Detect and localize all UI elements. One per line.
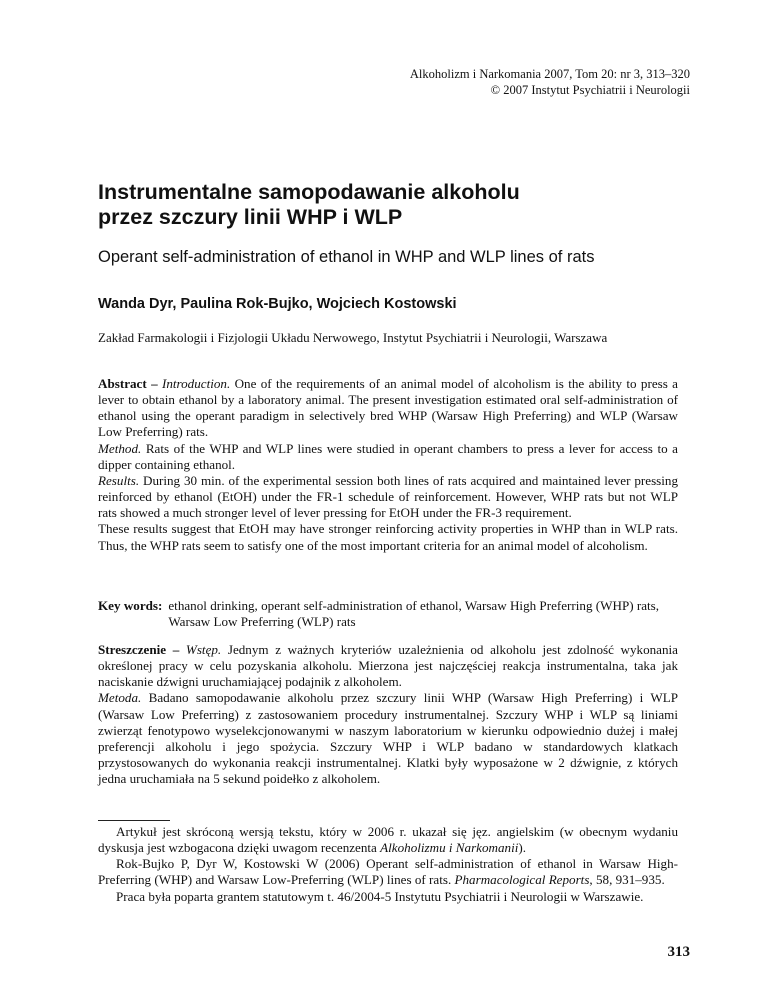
journal-copyright: © 2007 Instytut Psychiatrii i Neurologii <box>490 83 690 97</box>
streszczenie-wstep-label: Wstęp. <box>185 642 222 657</box>
streszczenie-metoda-paragraph <box>98 690 678 787</box>
abstract-results-paragraph <box>98 473 678 521</box>
footnotes <box>98 824 678 905</box>
journal-header <box>410 66 690 98</box>
page-number: 313 <box>667 944 690 960</box>
keywords-label: Key words: <box>98 598 163 613</box>
abstract <box>98 376 678 554</box>
footnote-divider <box>98 820 170 821</box>
footnote-3: Praca była poparta grantem statutowym t. 46/2004-5 Instytutu Psychiatrii i Neurologii w Warszawie. <box>116 888 644 904</box>
footnote-1-text: Artykuł jest skróconą wersją tekstu, który w 2006 r. ukazał się jęz. angielskim (w obecnym wydaniu dyskusja jest wzbogacona dzięki uwagom recenzenta <box>98 824 678 856</box>
abstract-intro-label: Introduction. <box>161 376 231 391</box>
title-line-1: Instrumentalne samopodawanie alkoholu <box>98 180 520 204</box>
article-title <box>98 180 698 230</box>
footnote-2-journal: Pharmacological Reports <box>454 872 590 888</box>
journal-citation: Alkoholizm i Narkomania 2007, Tom 20: nr 3, 313–320 <box>409 67 690 81</box>
abstract-intro-paragraph <box>98 376 678 441</box>
abstract-label: Abstract – <box>98 376 158 391</box>
abstract-conclusion-paragraph: These results suggest that EtOH may have stronger reinforcing activity properties in WHP than in WLP rats. Thus, the WHP rats seem to satisfy one of the most important criteria for an animal model of alcoholism. <box>98 521 678 553</box>
footnote-1 <box>98 824 678 856</box>
abstract-results-label: Results. <box>98 472 140 488</box>
abstract-results-text: During 30 min. of the experimental session both lines of rats acquired and maintained lever pressing reinforced by ethanol (EtOH) under the FR-1 schedule of reinforcement. However, WHP rats but not WLP rats showed a much stronger level of lever pressing for EtOH under the FR-3 requirement. <box>98 472 678 521</box>
streszczenie-wstep-text: Jednym z ważnych kryteriów uzależnienia od alkoholu jest zdolność wykonania określonej pracy w celu pozyskania alkoholu. Mierzona jest najczęściej reakcja instrumentalna, taka jak naciskanie dźwigni uruchamiającej podajnik z alkoholem. <box>98 642 678 690</box>
abstract-intro-text: One of the requirements of an animal model of alcoholism is the ability to press a lever to obtain ethanol by a laboratory animal. The present investigation estimated oral self-administration of ethanol using the operant paradigm in selectively bred WHP (Warsaw High Preferring) and WLP (Warsaw Low Preferring) rats. <box>98 376 678 440</box>
streszczenie-wstep-paragraph <box>98 642 678 690</box>
abstract-method-paragraph <box>98 441 678 473</box>
affiliation: Zakład Farmakologii i Fizjologii Układu Nerwowego, Instytut Psychiatrii i Neurologii, Warszawa <box>98 330 608 345</box>
abstract-method-label: Method. <box>98 440 142 456</box>
streszczenie <box>98 642 678 787</box>
keywords <box>98 598 678 630</box>
streszczenie-metoda-label: Metoda. <box>98 690 142 706</box>
footnote-1-journal: Alkoholizmu i Narkomanii <box>380 840 519 856</box>
footnote-2-text: Rok-Bujko P, Dyr W, Kostowski W (2006) Operant self-administration of ethanol in Warsaw High-Preferring (WHP) and Warsaw Low-Preferring (WLP) lines of rats. <box>98 856 678 888</box>
abstract-method-text: Rats of the WHP and WLP lines were studied in operant chambers to press a lever for access to a dipper containing ethanol. <box>98 440 678 472</box>
footnote-2 <box>98 856 678 888</box>
article-subtitle: Operant self-administration of ethanol in WHP and WLP lines of rats <box>98 248 595 266</box>
footnote-2-end: , 58, 931–935. <box>589 872 665 888</box>
authors: Wanda Dyr, Paulina Rok-Bujko, Wojciech Kostowski <box>98 296 457 312</box>
streszczenie-label: Streszczenie – <box>98 642 180 657</box>
streszczenie-metoda-text: Badano samopodawanie alkoholu przez szczury linii WHP (Warsaw High Preferring) i WLP (Warsaw Low Preferring) z zastosowaniem procedury instrumentalnej. Szczury WHP i WLP są liniami zwierząt fenotypowo wyselekcjonowanymi w naszym laboratorium w kierunku odpowiednio dużej i małej preferencji alkoholu i jego spożycia. Szczury WHP i WLP badano w standardowych klatkach przystosowanych do wykonania reakcji instrumentalnej. Klatki były wyposażone w 2 dźwignie, z których jedna uruchamiała na 5 sekund poidełko z alkoholem. <box>98 690 678 787</box>
keywords-text: ethanol drinking, operant self-administration of ethanol, Warsaw High Preferring (WHP) rats, Warsaw Low Preferring (WLP) rats <box>168 598 660 630</box>
footnote-1-end: ). <box>518 840 527 856</box>
title-line-2: przez szczury linii WHP i WLP <box>98 205 403 229</box>
